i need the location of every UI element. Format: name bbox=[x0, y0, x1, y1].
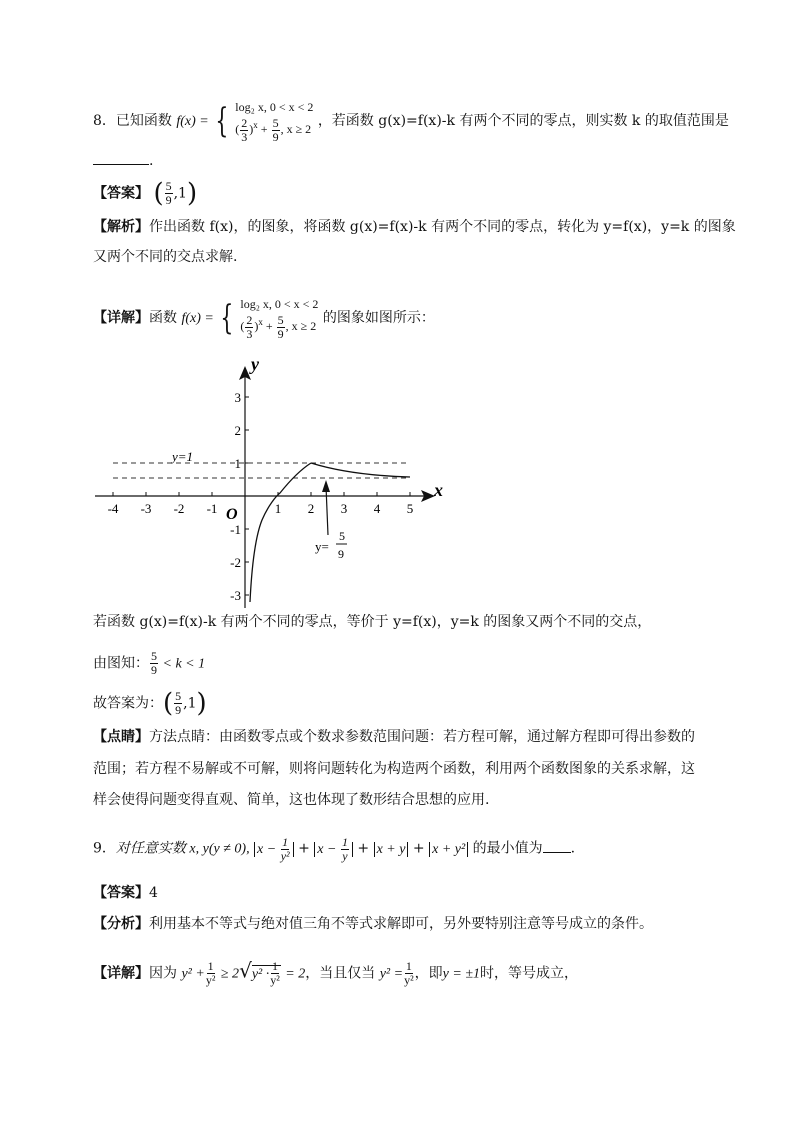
q8-case1: log₂ x, 0 < x < 2 bbox=[235, 100, 314, 114]
x-tick-label: 1 bbox=[274, 501, 282, 516]
y-tick-label: 3 bbox=[234, 390, 241, 405]
x-axis-label: x bbox=[434, 480, 443, 500]
x-tick-label: 5 bbox=[406, 501, 414, 516]
y-tick-label: -1 bbox=[230, 522, 241, 537]
answer9-line: 【答案】4 bbox=[93, 885, 158, 901]
after-graph-line3: 故答案为：( $\frac{5}{9}$ ,1) bbox=[93, 688, 207, 719]
y-tick-label: 2 bbox=[234, 423, 241, 438]
line2-label-prefix: y= bbox=[315, 539, 329, 554]
origin-label: O bbox=[226, 506, 238, 523]
after-graph-line1: 若函数 g(x)=f(x)-k 有两个不同的零点，等价于 y=f(x)，y=k 的图象又两个不同的交点， bbox=[93, 614, 652, 630]
line-label-y1: y=1 bbox=[172, 449, 194, 464]
line2-label-den: 9 bbox=[338, 547, 344, 561]
y-tick-label: -3 bbox=[230, 588, 241, 603]
x-tick-labels bbox=[108, 501, 414, 516]
exp-curve bbox=[311, 463, 410, 477]
q8-blank-line: . bbox=[93, 150, 153, 171]
answer8-tag: 【答案】 bbox=[93, 185, 149, 202]
annotation-arrow-head bbox=[322, 480, 330, 492]
line2-label-num: 5 bbox=[339, 529, 345, 543]
q8-brace: { bbox=[215, 100, 229, 141]
analysis8-line1: 【解析】作出函数 f(x)，的图象，将函数 g(x)=f(x)-k 有两个不同的零点，转化为 y=f(x)，y=k 的图象 bbox=[93, 219, 736, 235]
q8-prefix: 已知函数 bbox=[115, 112, 172, 129]
q9-answer-blank bbox=[543, 840, 571, 853]
q8-cases bbox=[235, 98, 313, 144]
x-tick-label: -1 bbox=[206, 501, 218, 516]
answer8-frac: $\frac{5}{9}$ bbox=[165, 179, 172, 207]
q8-fx: f(x) = bbox=[176, 113, 209, 129]
x-tick-label: -3 bbox=[140, 501, 152, 516]
q9-line: 9．对任意实数 x, y(y ≠ 0), x − $\frac{1}{\text{y²}}$ + x − $\frac{1}{y}$ + x + y + x + y² 的最小值为 . bbox=[93, 835, 576, 863]
q8-case2: ( $\frac{2}{3}$ )$^x$ + $\frac{5}{9}$ , x ≥ 2 bbox=[235, 115, 312, 144]
x-tick-label: 3 bbox=[340, 501, 348, 516]
x-tick-label: -4 bbox=[107, 501, 119, 516]
comment8-line3: 样会使得问题变得直观、简单，这也体现了数形结合思想的应用. bbox=[93, 792, 490, 808]
x-tick-label: -2 bbox=[173, 501, 185, 516]
x-tick-label: 2 bbox=[307, 501, 315, 516]
comment8-line1: 【点睛】方法点睛：由函数零点或个数求参数范围问题：若方程可解，通过解方程即可得出参数的 bbox=[93, 729, 695, 745]
q8-suffix: ，若函数 g(x)=f(x)-k 有两个不同的零点，则实数 k 的取值范围是 bbox=[317, 112, 729, 129]
detail8-line: 【详解】函数 f(x) = { log₂ x, 0 < x < 2 ( $\frac{2}{3}$ )$^x$ + $\frac{5}{9}$ , x ≥ 2 的图象如图所示： bbox=[93, 297, 435, 341]
q8-answer-blank bbox=[93, 150, 149, 165]
analysis8-line2: 又两个不同的交点求解. bbox=[93, 249, 238, 265]
log-curve bbox=[250, 463, 311, 602]
q8-line bbox=[93, 98, 729, 144]
y-tick-label: -2 bbox=[230, 555, 241, 570]
answer8-right: ,1 bbox=[173, 185, 187, 202]
detail9-line: 【详解】因为 y² + $\frac{1}{\text{y²}}$ ≥ 2√y² · $\frac{1}{\text{y²}}$ = 2，当且仅当 y² = $\frac{1}{\text{y²}}$ ，即y = ±1时，等号成立， bbox=[93, 958, 579, 987]
x-tick-label: 4 bbox=[373, 501, 381, 516]
y-axis-label: y bbox=[251, 354, 259, 374]
answer8-line: 【答案】 ( $\frac{5}{9}$ ,1) bbox=[93, 178, 198, 209]
q8-number: 8． bbox=[93, 112, 116, 129]
after-graph-line2: 由图知： $\frac{5}{9}$ < k < 1 bbox=[93, 649, 206, 677]
analysis9-line: 【分析】利用基本不等式与绝对值三角不等式求解即可，另外要特别注意等号成立的条件。 bbox=[93, 916, 653, 932]
comment8-line2: 范围；若方程不易解或不可解，则将问题转化为构造两个函数，利用两个函数图象的关系求解，这 bbox=[93, 761, 695, 777]
annotation-arrow bbox=[326, 486, 328, 535]
function-graph bbox=[90, 350, 450, 610]
y-tick-label: 1 bbox=[234, 456, 241, 471]
